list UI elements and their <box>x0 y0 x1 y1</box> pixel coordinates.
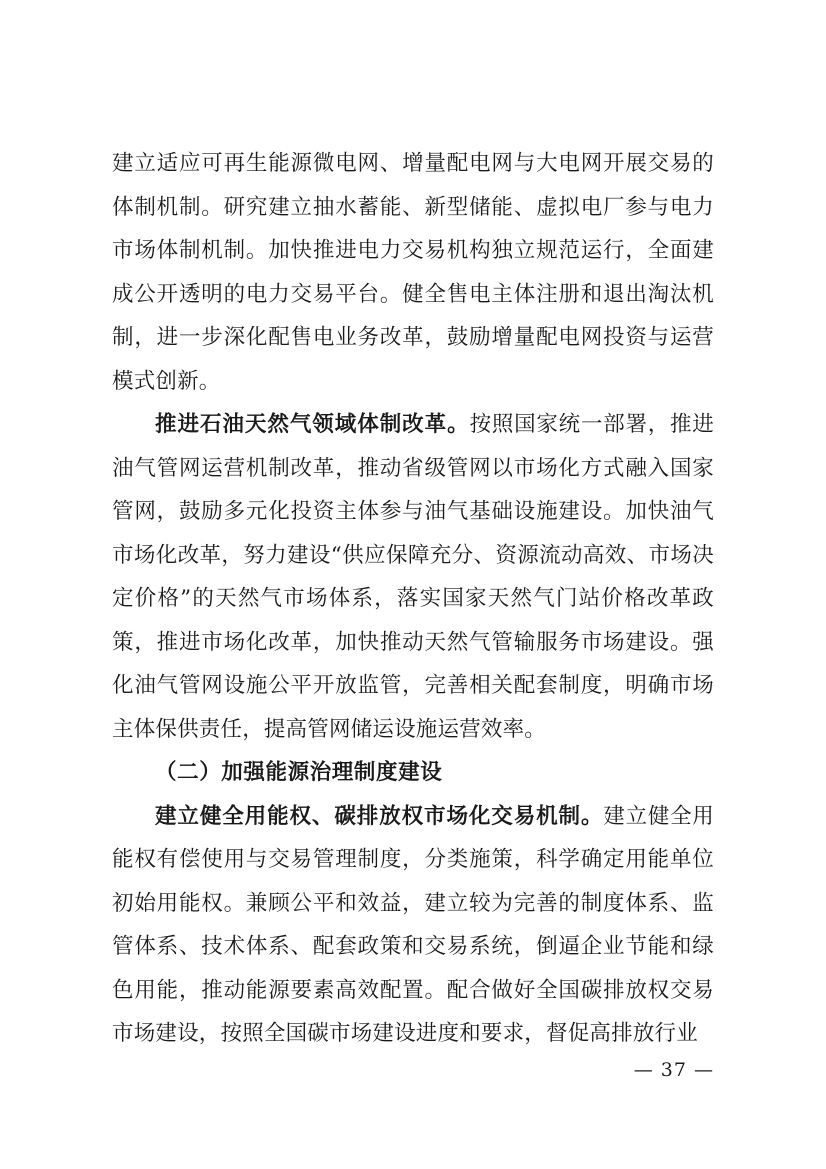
page-number: — 37 — <box>633 1059 714 1081</box>
paragraph-lead-oil-gas: 推进石油天然气领域体制改革。 <box>155 412 470 437</box>
paragraph-electricity-market <box>112 142 714 403</box>
paragraph-text: 建立适应可再生能源微电网、增量配电网与大电网开展交易的体制机制。研究建立抽水蓄能、新型储能、虚拟电厂参与电力市场体制机制。加快推进电力交易机构独立规范运行，全面建成公开透明的电力交易平台。健全售电主体注册和退出淘汰机制，进一步深化配售电业务改革，鼓励增量配电网投资与运营模式创新。 <box>112 151 714 394</box>
paragraph-text: 按照国家统一部署，推进油气管网运营机制改革，推动省级管网以市场化方式融入国家管网，鼓励多元化投资主体参与油气基础设施建设。加快油气市场化改革，努力建设“供应保障充分、资源流动高效、市场决定价格”的天然气市场体系，落实国家天然气门站价格改革政策，推进市场化改革，加快推动天然气管输服务市场建设。强化油气管网设施公平开放监管，完善相关配套制度，明确市场主体保供责任，提高管网储运设施运营效率。 <box>112 412 714 742</box>
paragraph-lead-carbon-trading: 建立健全用能权、碳排放权市场化交易机制。 <box>155 803 604 829</box>
paragraph-energy-carbon-trading <box>112 795 714 1056</box>
document-body <box>112 142 714 1056</box>
paragraph-text: 建立健全用能权有偿使用与交易管理制度，分类施策，科学确定用能单位初始用能权。兼顾公平和效益，建立较为完善的制度体系、监管体系、技术体系、配套政策和交易系统，倒逼企业节能和绿色用能，推动能源要素高效配置。配合做好全国碳排放权交易市场建设，按照全国碳市场建设进度和要求，督促高排放行业 <box>112 803 714 1046</box>
section-heading-energy-governance: （二）加强能源治理制度建设 <box>155 760 443 785</box>
paragraph-oil-gas-reform <box>112 403 714 751</box>
